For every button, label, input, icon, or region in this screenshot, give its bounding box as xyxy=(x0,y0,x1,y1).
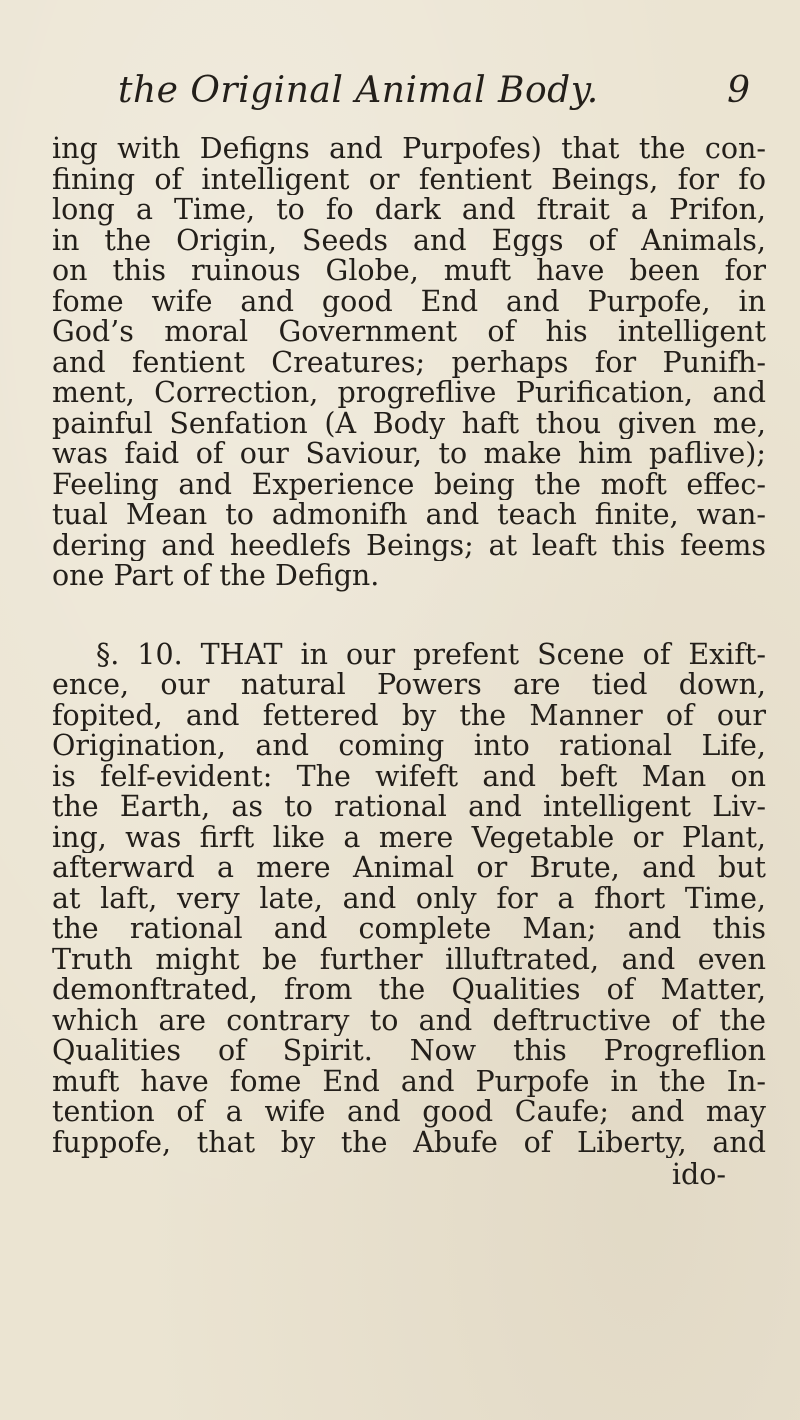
text-line: long a Time, to fo dark and ftrait a Prifon, xyxy=(52,195,766,226)
text-line: dering and heedlefs Beings; at leaft this feems xyxy=(52,530,766,561)
paragraph-gap xyxy=(52,592,766,640)
text-line: painful Senfation (A Body haft thou given me, xyxy=(52,408,766,439)
catchword: ido- xyxy=(671,1158,726,1191)
text-line: God’s moral Government of his intelligent xyxy=(52,317,766,348)
text-line: was faid of our Saviour, to make him paflive); xyxy=(52,439,766,470)
running-title: the Original Animal Body. xyxy=(118,70,599,111)
text-line: on this ruinous Globe, muft have been for xyxy=(52,256,766,287)
text-line: tual Mean to admonifh and teach finite, wan- xyxy=(52,500,766,531)
text-line: afterward a mere Animal or Brute, and but xyxy=(52,853,766,884)
text-line: ence, our natural Powers are tied down, xyxy=(52,670,766,701)
text-line: ing with Defigns and Purpofes) that the con- xyxy=(52,134,766,165)
text-line: Truth might be further illuftrated, and even xyxy=(52,944,766,975)
body-text xyxy=(52,134,766,1191)
text-line: at laft, very late, and only for a fhort Time, xyxy=(52,883,766,914)
text-line: ment, Correction, progreflive Purification, and xyxy=(52,378,766,409)
text-line: fuppofe, that by the Abufe of Liberty, and xyxy=(52,1127,766,1158)
text-line: Qualities of Spirit. Now this Progreflion xyxy=(52,1036,766,1067)
paragraph-1 xyxy=(52,134,766,592)
text-line: one Part of the Defign. xyxy=(52,561,380,592)
paragraph-2 xyxy=(52,640,766,1159)
text-line: the Earth, as to rational and intelligent Liv- xyxy=(52,792,766,823)
text-line: is felf-evident: The wifeft and beft Man on xyxy=(52,761,766,792)
text-line: tention of a wife and good Caufe; and may xyxy=(52,1097,766,1128)
page-number: 9 xyxy=(727,70,750,111)
text-line: fining of intelligent or fentient Beings, for fo xyxy=(52,164,766,195)
text-line: ing, was firft like a mere Vegetable or Plant, xyxy=(52,822,766,853)
text-line: demonftrated, from the Qualities of Matter, xyxy=(52,975,766,1006)
text-line: Origination, and coming into rational Life, xyxy=(52,731,766,762)
text-line: fopited, and fettered by the Manner of our xyxy=(52,700,766,731)
text-line: which are contrary to and deftructive of the xyxy=(52,1005,766,1036)
text-line: fome wife and good End and Purpofe, in xyxy=(52,286,766,317)
text-line: §. 10. THAT in our prefent Scene of Exift- xyxy=(96,639,766,670)
page-header xyxy=(118,70,760,126)
text-line: in the Origin, Seeds and Eggs of Animals, xyxy=(52,225,766,256)
text-line: the rational and complete Man; and this xyxy=(52,914,766,945)
text-line: Feeling and Experience being the moft effec- xyxy=(52,469,766,500)
text-line: muft have fome End and Purpofe in the In- xyxy=(52,1066,766,1097)
text-line: and fentient Creatures; perhaps for Punifh- xyxy=(52,347,766,378)
